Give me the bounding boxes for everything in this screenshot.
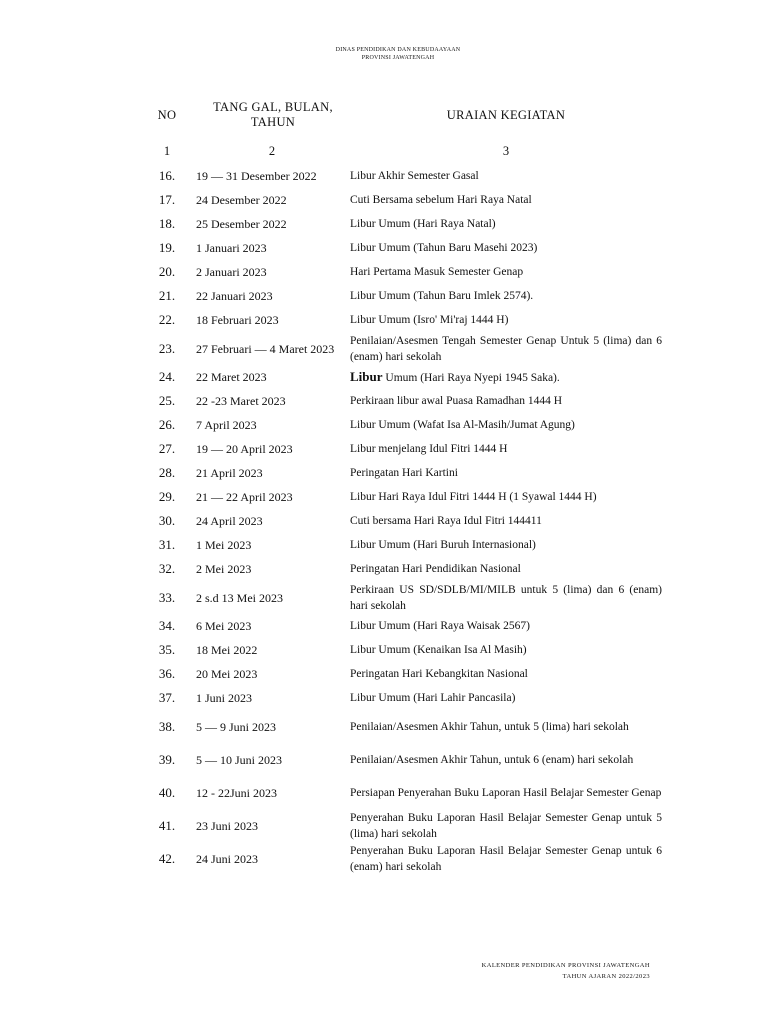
table-row	[140, 638, 662, 662]
column-number-2: 2	[268, 143, 276, 158]
table-row	[140, 212, 662, 236]
row-date: 5 — 10 Juni 2023	[196, 752, 283, 767]
row-description: Libur Umum (Tahun Baru Masehi 2023)	[350, 242, 538, 254]
row-number: 27.	[158, 441, 176, 456]
row-number: 24.	[158, 369, 176, 384]
table-row	[140, 236, 662, 260]
table-row	[140, 614, 662, 638]
row-number: 18.	[158, 216, 176, 231]
row-number: 31.	[158, 537, 176, 552]
table-row	[140, 842, 662, 875]
table-row	[140, 389, 662, 413]
footer-calendar-title: KALENDER PENDIDIKAN PROVINSI JAWATENGAH	[481, 962, 650, 969]
row-description: Persiapan Penyerahan Buku Laporan Hasil Belajar Semester Genap	[350, 786, 662, 799]
row-description: Peringatan Hari Kartini	[350, 467, 458, 479]
table-row	[140, 581, 662, 614]
table-row	[140, 188, 662, 212]
row-date: 2 s.d 13 Mei 2023	[196, 590, 283, 605]
row-number: 28.	[158, 465, 176, 480]
row-number: 29.	[158, 489, 176, 504]
row-date: 1 Mei 2023	[196, 538, 252, 552]
row-date: 7 April 2023	[196, 418, 257, 432]
table-row	[140, 776, 662, 809]
document-footer	[482, 960, 650, 982]
row-number: 36.	[158, 666, 176, 681]
table-row	[140, 809, 662, 842]
row-date: 5 — 9 Juni 2023	[196, 719, 277, 734]
row-description: Penilaian/Asesmen Akhir Tahun, untuk 6 (enam) hari sekolah	[350, 753, 634, 766]
row-description: Penilaian/Asesmen Tengah Semester Genap Untuk 5 (lima) dan 6 (enam) hari sekolah	[350, 334, 662, 363]
row-description: Cuti Bersama sebelum Hari Raya Natal	[350, 194, 532, 206]
row-date: 22 Maret 2023	[196, 370, 267, 384]
row-date: 19 — 20 April 2023	[196, 442, 293, 456]
table-row	[140, 686, 662, 710]
table-row	[140, 509, 662, 533]
row-number: 30.	[158, 513, 176, 528]
table-row	[140, 332, 662, 365]
row-date: 1 Januari 2023	[196, 241, 267, 255]
calendar-table	[140, 92, 662, 875]
row-number: 22.	[158, 312, 176, 327]
row-date: 22 Januari 2023	[196, 289, 273, 303]
row-number: 25.	[158, 393, 176, 408]
row-number: 20.	[158, 264, 176, 279]
row-description: Libur Umum (Hari Raya Waisak 2567)	[350, 620, 530, 632]
row-number: 37.	[158, 690, 176, 705]
header-province: PROVINSI JAWATENGAH	[361, 55, 435, 61]
row-description: Perkiraan US SD/SDLB/MI/MILB untuk 5 (lima) dan 6 (enam) hari sekolah	[350, 583, 662, 612]
row-date: 24 Desember 2022	[196, 193, 287, 207]
header-agency: DINAS PENDIDIKAN DAN KEBUDAAYAAN	[335, 47, 461, 53]
row-number: 21.	[158, 288, 176, 303]
table-row	[140, 461, 662, 485]
row-number: 26.	[158, 417, 176, 432]
row-number: 35.	[158, 642, 176, 657]
row-description: Libur Hari Raya Idul Fitri 1444 H (1 Syawal 1444 H)	[350, 491, 597, 503]
row-description: Hari Pertama Masuk Semester Genap	[350, 266, 524, 278]
row-number: 38.	[158, 718, 176, 734]
column-number-1: 1	[163, 143, 171, 158]
row-number: 34.	[158, 618, 176, 633]
row-date: 2 Januari 2023	[196, 265, 267, 279]
column-header-no: NO	[157, 107, 177, 122]
row-date: 24 April 2023	[196, 514, 263, 528]
row-description: Libur Umum (Hari Lahir Pancasila)	[350, 692, 516, 704]
row-description: Penyerahan Buku Laporan Hasil Belajar Semester Genap untuk 5 (lima) hari sekolah	[350, 811, 662, 840]
row-number: 19.	[158, 240, 176, 255]
table-row	[140, 710, 662, 743]
row-number: 39.	[158, 751, 176, 767]
row-date: 19 — 31 Desember 2022	[196, 169, 317, 183]
table-row	[140, 485, 662, 509]
column-header-description: URAIAN KEGIATAN	[446, 107, 566, 122]
row-date: 12 - 22Juni 2023	[196, 785, 277, 800]
row-date: 21 April 2023	[196, 466, 263, 480]
row-date: 18 Mei 2022	[196, 643, 258, 657]
table-row	[140, 365, 662, 389]
table-row	[140, 284, 662, 308]
row-description: Libur Umum (Kenaikan Isa Al Masih)	[350, 644, 527, 656]
row-date: 20 Mei 2023	[196, 667, 258, 681]
table-row	[140, 308, 662, 332]
row-number: 23.	[158, 340, 176, 356]
column-header-date: TANG GAL, BULAN, TAHUN	[213, 100, 333, 129]
row-description: Libur Umum (Isro' Mi'raj 1444 H)	[350, 314, 509, 326]
table-row	[140, 743, 662, 776]
row-number: 42.	[158, 850, 176, 866]
row-description: Libur Umum (Hari Raya Natal)	[350, 218, 496, 230]
row-description: Peringatan Hari Kebangkitan Nasional	[350, 668, 528, 680]
table-row	[140, 260, 662, 284]
row-description: Libur Umum (Tahun Baru Imlek 2574).	[350, 290, 534, 302]
row-description: Libur menjelang Idul Fitri 1444 H	[350, 443, 508, 455]
row-description: Penyerahan Buku Laporan Hasil Belajar Semester Genap untuk 6 (enam) hari sekolah	[350, 844, 662, 873]
table-row	[140, 437, 662, 461]
row-date: 2 Mei 2023	[196, 562, 252, 576]
footer-academic-year: TAHUN AJARAN 2022/2023	[562, 973, 650, 980]
table-row	[140, 533, 662, 557]
row-date: 25 Desember 2022	[196, 217, 287, 231]
row-description: Libur Akhir Semester Gasal	[350, 170, 479, 182]
row-date: 1 Juni 2023	[196, 691, 253, 705]
row-description-rest: Umum (Hari Raya Nyepi 1945 Saka).	[382, 371, 560, 384]
row-description: Perkiraan libur awal Puasa Ramadhan 1444 H	[350, 395, 563, 407]
row-date: 23 Juni 2023	[196, 818, 259, 833]
row-description: Libur Umum (Hari Buruh Internasional)	[350, 539, 536, 551]
row-description: Penilaian/Asesmen Akhir Tahun, untuk 5 (lima) hari sekolah	[350, 720, 629, 733]
row-number: 16.	[158, 168, 176, 183]
row-date: 22 -23 Maret 2023	[196, 394, 286, 408]
row-description: Libur Umum (Wafat Isa Al-Masih/Jumat Agung)	[350, 419, 575, 431]
row-date: 21 — 22 April 2023	[196, 490, 293, 504]
table-row	[140, 662, 662, 686]
row-number: 33.	[158, 589, 176, 605]
row-description: Peringatan Hari Pendidikan Nasional	[350, 563, 521, 575]
row-description: Cuti bersama Hari Raya Idul Fitri 144411	[350, 515, 542, 527]
row-number: 32.	[158, 561, 176, 576]
table-header-row	[140, 92, 662, 138]
column-number-row	[140, 138, 662, 164]
row-description-bold: Libur	[350, 368, 383, 384]
row-date: 24 Juni 2023	[196, 851, 259, 866]
row-number: 41.	[158, 817, 176, 833]
row-date: 6 Mei 2023	[196, 619, 252, 633]
row-date: 18 Februari 2023	[196, 313, 279, 327]
row-date: 27 Februari — 4 Maret 2023	[196, 341, 335, 356]
table-row	[140, 413, 662, 437]
row-number: 40.	[158, 784, 176, 800]
row-description	[350, 365, 662, 389]
document-header	[0, 46, 768, 62]
table-row	[140, 557, 662, 581]
table-row	[140, 164, 662, 188]
row-number: 17.	[158, 192, 176, 207]
column-number-3: 3	[502, 143, 510, 158]
